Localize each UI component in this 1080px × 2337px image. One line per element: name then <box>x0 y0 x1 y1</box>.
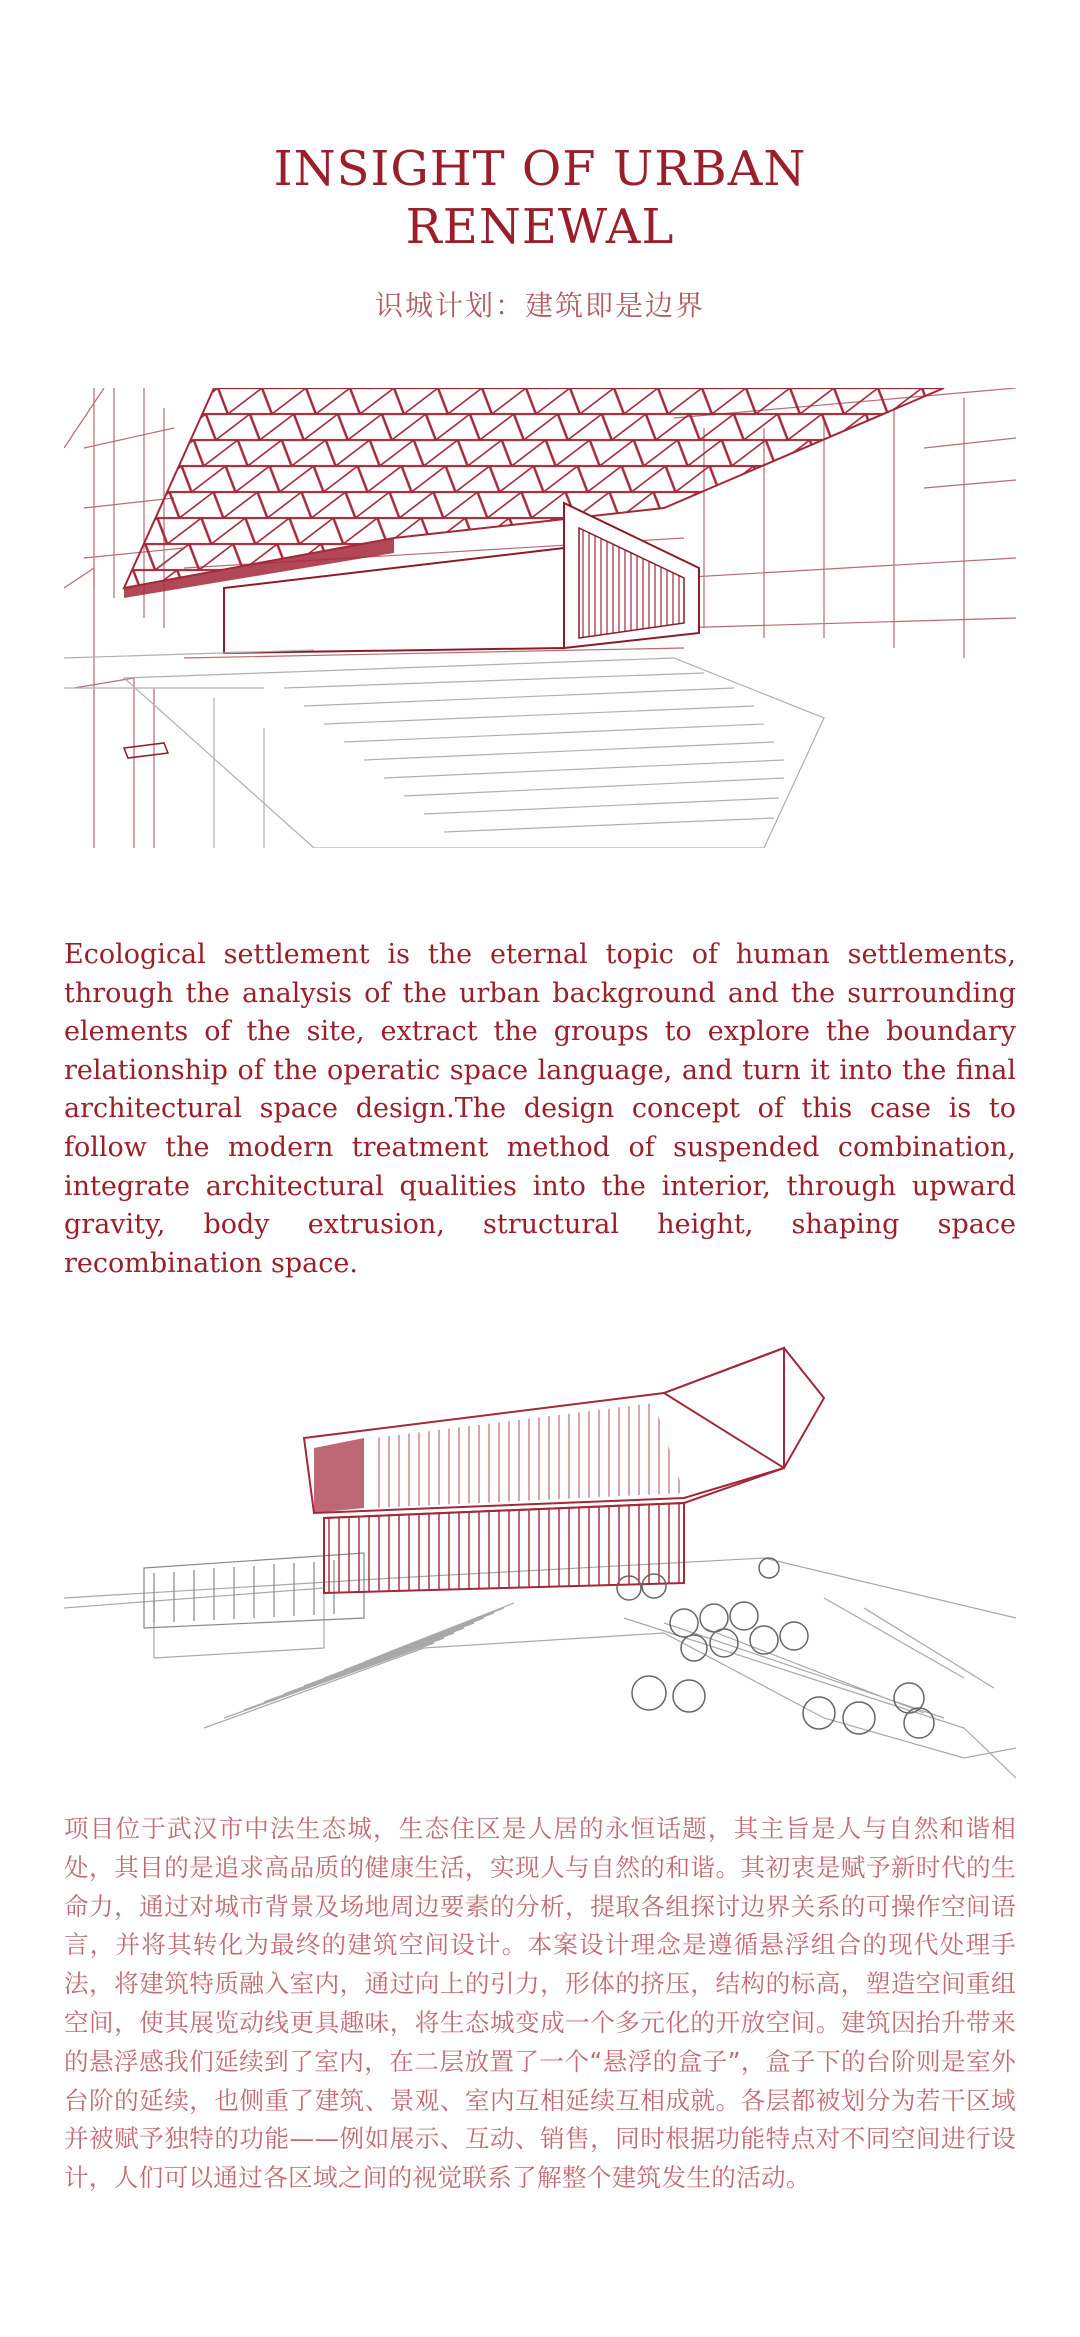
title-line-2: RENEWAL <box>405 199 675 255</box>
page-subtitle: 识城计划：建筑即是边界 <box>374 289 705 322</box>
chinese-description: 项目位于武汉市中法生态城，生态住区是人居的永恒话题，其主旨是人与自然和谐相处，其目的是追求高品质的健康生活，实现人与自然的和谐。其初衷是赋予新时代的生命力，通过对城市背景及场地周边要素的分析，提取各组探讨边界关系的可操作空间语言，并将其转化为最终的建筑空间设计。本案设计理念是遵循悬浮组合的现代处理手法，将建筑特质融入室内，通过向上的引力，形体的挤压，结构的标高，塑造空间重组空间，使其展览动线更具趣味，将生态城变成一个多元化的开放空间。建筑因抬升带来的悬浮感我们延续到了室内，在二层放置了一个“悬浮的盒子”，盒子下的台阶则是室外台阶的延续，也侧重了建筑、景观、室内互相延续互相成就。各层都被划分为若干区域并被赋予独特的功能——例如展示、互动、销售，同时根据功能特点对不同空间进行设计，人们可以通过各区域之间的视觉联系了解整个建筑发生的活动。 <box>64 1814 1016 2193</box>
interior-perspective-illustration <box>64 388 1016 848</box>
english-description: Ecological settlement is the eternal topic of human settlements, through the analysis of the urban background and the surrounding elements of the site, extract the groups to explore the boundary relationship of the operatic space language, and turn it into the final architectural space design.The design concept of this case is to follow the modern treatment method of suspended combination, integrate architectural qualities into the interior, through upward gravity, body extrusion, structural height, shaping space recombination space. <box>64 939 1016 1279</box>
page-title <box>0 140 1080 256</box>
exterior-perspective-illustration <box>64 1318 1016 1778</box>
title-line-1: INSIGHT OF URBAN <box>273 141 807 197</box>
